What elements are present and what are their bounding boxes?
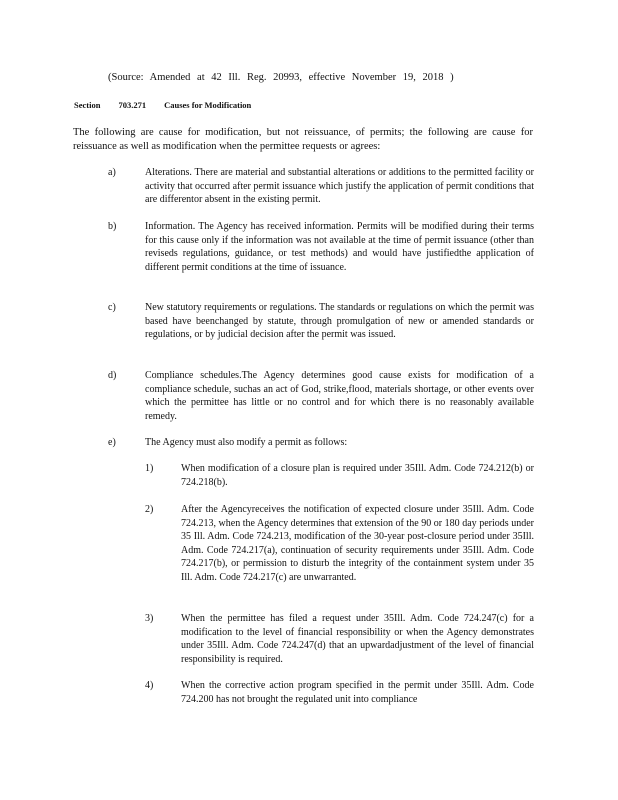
source-note: (Source: Amended at 42 Ill. Reg. 20993, effective November 19, 2018 ) (108, 72, 454, 83)
item-text: The Agency must also modify a permit as follows: (145, 437, 348, 448)
item-text: Compliance schedules.The Agency determines good cause exists for modification of a compliance schedule, suchas an act of God, strike,flood, materials shortage, or other events over which the permittee has little or no control and for which there is no reasonably available remedy. (145, 370, 534, 422)
item-text: New statutory requirements or regulations. The standards or regulations on which the permit was based have beenchanged by statute, through promulgation of new or amended standards or regulations, or by judicial decision after the permit was issued. (145, 302, 534, 341)
item-marker: e) (108, 437, 116, 448)
item-text: Alterations. There are material and substantial alterations or additions to the permitted facility or activity that occurred after permit issuance which justify the application of permit conditions that are differentor absent in the existing permit. (145, 167, 534, 206)
item-marker: c) (108, 302, 116, 313)
subitem-text: When the corrective action program specified in the permit under 35Ill. Adm. Code 724.200 has not brought the regulated unit into compliance (181, 680, 534, 705)
section-number: 703.271 (118, 100, 147, 110)
item-marker: d) (108, 370, 117, 381)
subitem-marker: 1) (145, 463, 154, 474)
item-text: Information. The Agency has received information. Permits will be modified during their terms for this cause only if the information was not available at the time of permit issuance (other than reviseds regulations, guidance, or test methods) and would have justifiedthe application of different permit conditions at the time of issuance. (145, 221, 534, 273)
section-label: Section (74, 100, 101, 110)
item-marker: b) (108, 221, 117, 232)
section-title: Causes for Modification (164, 100, 252, 110)
section-heading (74, 100, 269, 110)
subitem-text: When the permittee has filed a request under 35Ill. Adm. Code 724.247(c) for a modification to the level of financial responsibility or when the Agency demonstrates under 35Ill. Adm. Code 724.247(d) that an upwardadjustment of the level of financial responsibility is required. (181, 613, 534, 665)
subitem-marker: 4) (145, 680, 154, 691)
intro-paragraph: The following are cause for modification, but not reissuance, of permits; the following are cause for reissuance as well as modification when the permittee requests or agrees: (73, 127, 533, 152)
subitem-marker: 2) (145, 504, 154, 515)
subitem-marker: 3) (145, 613, 154, 624)
subitem-text: When modification of a closure plan is required under 35Ill. Adm. Code 724.212(b) or 724.218(b). (181, 463, 534, 488)
item-marker: a) (108, 167, 116, 178)
subitem-text: After the Agencyreceives the notification of expected closure under 35Ill. Adm. Code 724.213, when the Agency determines that extension of the 90 or 180 day periods under 35 Ill. Adm. Code 724.213, modification of the 30-year post-closure period under 35Ill. Adm. Code 724.217(a), continuation of security requirements under 35Ill. Adm. Code 724.217(b), or permission to disturb the integrity of the containment system under 35 Ill. Adm. Code 724.217(c) are unwarranted. (181, 504, 534, 583)
